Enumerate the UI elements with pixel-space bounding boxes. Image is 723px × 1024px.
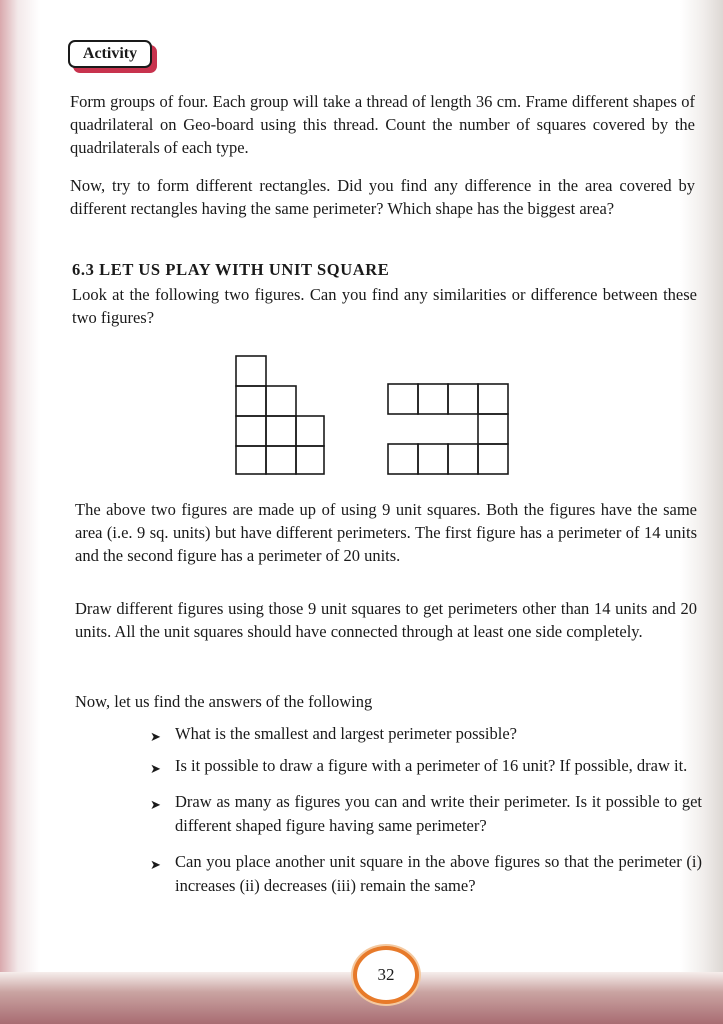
question-list <box>150 722 702 898</box>
section-heading: 6.3 LET US PLAY WITH UNIT SQUARE <box>72 260 390 279</box>
page-number-badge <box>353 946 419 1004</box>
list-item <box>150 754 702 778</box>
arrowhead-icon: ➤ <box>150 761 161 776</box>
activity-paragraph-2: Now, try to form different rectangles. Did you find any difference in the area covered by different rectangles having the same perimeter? Which shape has the biggest area? <box>70 176 695 218</box>
page-number: 32 <box>377 965 395 984</box>
list-item <box>150 722 702 746</box>
unit-square-figures <box>232 352 522 477</box>
activity-paragraph-1: Form groups of four. Each group will take a thread of length 36 cm. Frame different shapes of quadrilateral on Geo-board using this thread. Count the number of squares covered by the quadrilaterals of each type. <box>70 92 695 157</box>
question-text: Can you place another unit square in the above figures so that the perimeter (i) increases (ii) decreases (iii) remain the same? <box>175 852 702 895</box>
body-paragraph-3: Now, let us find the answers of the following <box>75 692 373 711</box>
activity-badge <box>68 40 152 68</box>
question-text: Is it possible to draw a figure with a perimeter of 16 unit? If possible, draw it. <box>175 756 688 775</box>
question-text: Draw as many as figures you can and write their perimeter. Is it possible to get different shaped figure having same perimeter? <box>175 792 702 835</box>
body-paragraph-1: The above two figures are made up of using 9 unit squares. Both the figures have the same area (i.e. 9 sq. units) but have different perimeters. The first figure has a perimeter of 14 units and the second figure has a perimeter of 20 units. <box>75 500 697 565</box>
list-item <box>150 790 702 838</box>
arrowhead-icon: ➤ <box>150 857 161 872</box>
activity-label: Activity <box>82 45 138 62</box>
list-item <box>150 850 702 898</box>
figure-2-ring <box>388 384 508 474</box>
figure-1-staircase <box>236 356 324 474</box>
question-text: What is the smallest and largest perimeter possible? <box>175 724 517 743</box>
arrowhead-icon: ➤ <box>150 797 161 812</box>
body-paragraph-2: Draw different figures using those 9 unit squares to get perimeters other than 14 units and 20 units. All the unit squares should have connected through at least one side completely. <box>75 599 697 641</box>
arrowhead-icon: ➤ <box>150 729 161 744</box>
section-intro: Look at the following two figures. Can you find any similarities or difference between these two figures? <box>72 285 697 327</box>
